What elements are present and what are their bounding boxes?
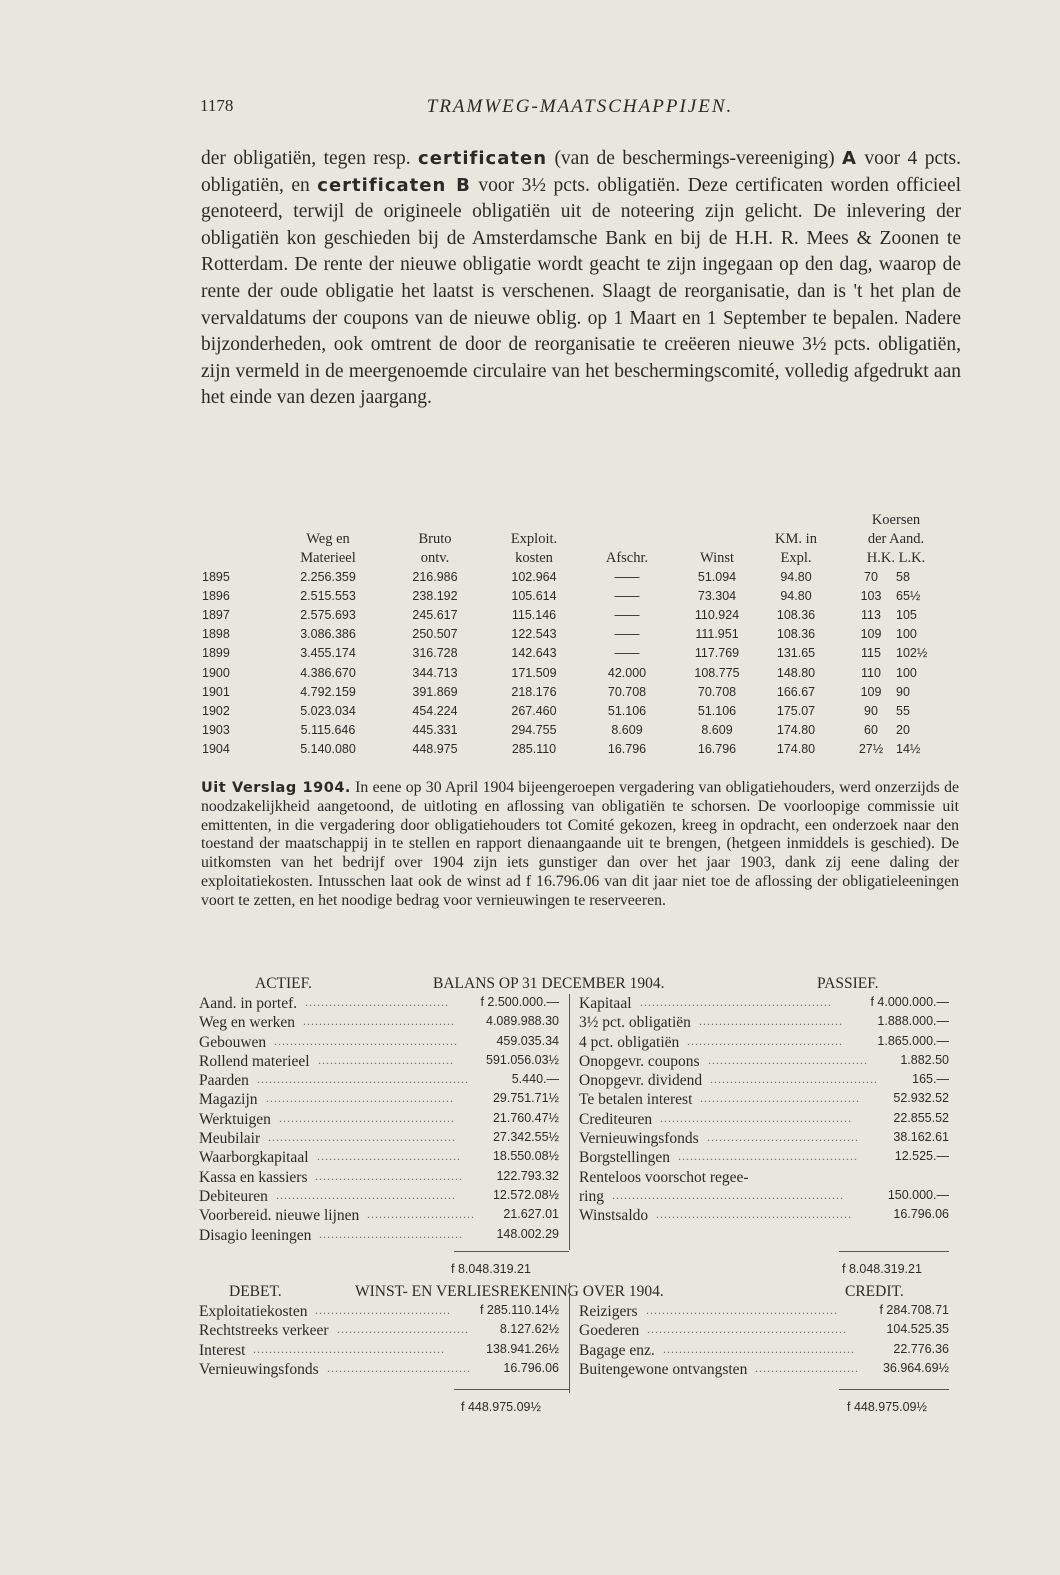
actief-heading: ACTIEF. — [255, 975, 312, 992]
table-row — [200, 704, 960, 723]
ledger-line — [199, 995, 559, 1014]
leader-dots: .................................. — [318, 1052, 454, 1067]
winst-cell: 16.796 — [697, 742, 737, 757]
ledger-label: Waarborgkapitaal — [199, 1149, 309, 1167]
ledger-line — [579, 1207, 949, 1226]
leader-dots: ................................................ — [660, 1110, 852, 1125]
page-number: 1178 — [200, 96, 234, 115]
ledger-line — [199, 1227, 559, 1246]
ledger-line — [199, 1188, 559, 1207]
afschr-cell: 70.708 — [607, 684, 647, 699]
column-header: KM. in — [775, 531, 817, 548]
ledger-label: Weg en werken — [199, 1014, 296, 1032]
ledger-line — [579, 1169, 949, 1188]
ledger-label: Werktuigen — [199, 1110, 271, 1128]
table-row — [200, 627, 960, 646]
leader-dots: .......................................... — [710, 1072, 878, 1087]
koers-hk-cell: 103 — [860, 588, 882, 603]
pl-title: WINST- EN VERLIESREKENING OVER 1904. — [355, 1283, 664, 1300]
leader-dots: .................................................. — [647, 1322, 847, 1337]
column-header: Winst — [699, 550, 735, 567]
ledger-line — [579, 1053, 949, 1072]
leader-dots: ................................................ — [646, 1303, 838, 1317]
emphasis-text: certificaten B — [317, 174, 471, 196]
ledger-label: 4 pct. obligatiën — [579, 1033, 680, 1051]
km-expl-cell: 174.80 — [776, 723, 816, 738]
ledger-line — [579, 1149, 949, 1168]
balance-sheet — [199, 975, 961, 1275]
ledger-line — [199, 1207, 559, 1226]
exploit-kosten-cell: 142.643 — [511, 646, 557, 661]
leader-dots: ...................................... — [707, 1130, 859, 1145]
ledger-line — [199, 1361, 559, 1380]
km-expl-cell: 94.80 — [780, 588, 812, 603]
ledger-amount: 16.796.06 — [893, 1207, 949, 1222]
year-cell: 1904 — [202, 742, 230, 757]
leader-dots: ............................................... — [266, 1091, 454, 1106]
ledger-line — [199, 1111, 559, 1130]
year-cell: 1903 — [202, 723, 230, 738]
passief-column — [579, 995, 949, 1227]
year-cell: 1900 — [202, 665, 230, 680]
report-heading: Uit Verslag 1904. — [201, 780, 351, 796]
year-cell: 1899 — [202, 646, 230, 661]
koers-lk-cell: 105 — [896, 607, 917, 622]
table-header-row — [200, 512, 960, 531]
weg-materieel-cell: 2.515.553 — [300, 588, 356, 603]
debet-column — [199, 1303, 559, 1380]
winst-cell: 51.094 — [697, 569, 737, 584]
column-header: der Aand. — [867, 531, 925, 548]
ledger-line — [199, 1053, 559, 1072]
ledger-label: Winstsaldo — [579, 1207, 649, 1225]
credit-total: f 448.975.09½ — [847, 1400, 927, 1414]
running-title: TRAMWEG-MAATSCHAPPIJEN. — [426, 96, 734, 117]
ledger-line — [199, 1342, 559, 1361]
ledger-label: ring — [579, 1187, 604, 1205]
ledger-line — [199, 1149, 559, 1168]
year-cell: 1896 — [202, 588, 230, 603]
column-divider — [569, 994, 570, 1250]
koers-lk-cell: 100 — [896, 627, 917, 642]
weg-materieel-cell: 2.256.359 — [300, 569, 356, 584]
column-header: H.K. L.K. — [866, 550, 926, 567]
ledger-label: Rollend materieel — [199, 1052, 310, 1070]
ledger-label: Gebouwen — [199, 1033, 267, 1051]
ledger-amount: 21.760.47½ — [492, 1110, 559, 1125]
ledger-amount: f 284.708.71 — [879, 1303, 949, 1317]
leader-dots: .................................... — [319, 1226, 463, 1241]
ledger-label: 3½ pct. obligatiën — [579, 1014, 691, 1032]
exploit-kosten-cell: 122.543 — [511, 627, 557, 642]
bruto-ontv-cell: 316.728 — [412, 646, 458, 661]
afschr-cell: —— — [614, 607, 640, 622]
winst-cell: 73.304 — [697, 588, 737, 603]
column-header: ontv. — [420, 550, 450, 567]
ledger-amount: 21.627.01 — [503, 1207, 559, 1222]
afschr-cell: 8.609 — [611, 723, 643, 738]
ledger-amount: 29.751.71½ — [492, 1091, 559, 1106]
bruto-ontv-cell: 448.975 — [412, 742, 458, 757]
km-expl-cell: 108.36 — [776, 607, 816, 622]
leader-dots: ...................................... — [303, 1014, 455, 1029]
ledger-label: Borgstellingen — [579, 1149, 670, 1167]
km-expl-cell: 131.65 — [776, 646, 816, 661]
km-expl-cell: 148.80 — [776, 665, 816, 680]
bruto-ontv-cell: 445.331 — [412, 723, 458, 738]
balance-title: BALANS OP 31 DECEMBER 1904. — [433, 975, 665, 992]
leader-dots: ........................................ — [700, 1091, 860, 1106]
ledger-amount: 16.796.06 — [503, 1360, 559, 1375]
ledger-label: Debiteuren — [199, 1187, 268, 1205]
year-cell: 1895 — [202, 569, 230, 584]
ledger-amount: 138.941.26½ — [486, 1341, 559, 1356]
winst-cell: 8.609 — [701, 723, 733, 738]
ledger-label: Paarden — [199, 1072, 249, 1090]
exploit-kosten-cell: 285.110 — [511, 742, 557, 757]
column-header: Koersen — [871, 512, 921, 528]
afschr-cell: —— — [614, 569, 640, 584]
ledger-line — [199, 1322, 559, 1341]
ledger-amount: 4.089.988.30 — [486, 1014, 559, 1029]
afschr-cell: —— — [614, 646, 640, 661]
ledger-amount: 5.440.— — [511, 1072, 559, 1087]
ledger-amount: 8.127.62½ — [499, 1322, 559, 1337]
ledger-line — [579, 1072, 949, 1091]
ledger-line — [199, 1303, 559, 1322]
leader-dots: ................................. — [337, 1322, 469, 1337]
passief-heading: PASSIEF. — [817, 975, 879, 992]
ledger-amount: f 2.500.000.— — [480, 995, 559, 1009]
ledger-amount: 27.342.55½ — [492, 1130, 559, 1145]
column-header: Weg en — [306, 531, 350, 548]
ledger-amount: 22.855.52 — [893, 1110, 949, 1125]
year-cell: 1902 — [202, 703, 230, 718]
ledger-label: Vernieuwingsfonds — [579, 1130, 699, 1148]
leader-dots: ..................................................... — [257, 1072, 469, 1087]
afschr-cell: —— — [614, 627, 640, 642]
ledger-label: Kapitaal — [579, 995, 632, 1012]
table-header-row — [200, 531, 960, 550]
column-divider — [569, 1283, 570, 1393]
exploit-kosten-cell: 294.755 — [511, 723, 557, 738]
table-row — [200, 723, 960, 742]
bruto-ontv-cell: 391.869 — [412, 684, 458, 699]
leader-dots: ................................................. — [656, 1207, 852, 1222]
ledger-line — [579, 1322, 949, 1341]
weg-materieel-cell: 4.386.670 — [300, 665, 356, 680]
ledger-line — [579, 1342, 949, 1361]
exploit-kosten-cell: 171.509 — [511, 665, 557, 680]
winst-cell: 110.924 — [694, 607, 740, 622]
koers-hk-cell: 109 — [860, 684, 882, 699]
emphasis-text: A — [842, 148, 857, 169]
text-segment: (van de beschermings-vereeniging) — [554, 148, 835, 169]
leader-dots: .............................................. — [274, 1033, 458, 1048]
year-cell: 1901 — [202, 684, 230, 699]
report-text: In eene op 30 April 1904 bijeengeroepen vergadering van obligatiehouders, werd onzerzijds de noodzakelijkheid aangetoond, de uitloting en aflossing van obligatiën te schorsen. De voorloopige commissie uit emittenten, in die vergadering door obligatiehouders tot Comité gekozen, kreeg in opdracht, een onderzoek naar den toestand der maatschappij in te stellen en rapport dienaangaande uit te brengen, (hetgeen inmiddels is geschied). De uitkomsten van het bedrijf over 1904 zijn iets gunstiger dan over het jaar 1903, dank zij eene daling der exploitatiekosten. Intusschen laat ook de winst ad f 16.796.06 van dit jaar niet toe de aflossing der obligatieleeningen voort te zetten, en het noodige bedrag voor vernieuwingen te reserveeren. — [201, 779, 959, 909]
emphasis-text: certificaten — [418, 148, 548, 169]
bruto-ontv-cell: 238.192 — [412, 588, 458, 603]
winst-cell: 51.106 — [697, 703, 737, 718]
leader-dots: ................................................ — [253, 1341, 445, 1356]
leader-dots: .......................... — [755, 1360, 859, 1375]
ledger-line — [199, 1169, 559, 1188]
ledger-amount: f 285.110.14½ — [479, 1303, 559, 1317]
koers-lk-cell: 90 — [896, 684, 910, 699]
credit-heading: CREDIT. — [845, 1283, 904, 1300]
ledger-amount: 122.793.32 — [496, 1168, 559, 1183]
ledger-label: Interest — [199, 1341, 246, 1359]
table-row — [200, 666, 960, 685]
ledger-amount: 18.550.08½ — [492, 1149, 559, 1164]
body-paragraph — [201, 146, 961, 412]
km-expl-cell: 108.36 — [776, 627, 816, 642]
ledger-line — [579, 1034, 949, 1053]
ledger-label: Reizigers — [579, 1303, 638, 1320]
km-expl-cell: 174.80 — [776, 742, 816, 757]
afschr-cell: —— — [614, 588, 640, 603]
bruto-ontv-cell: 245.617 — [412, 607, 458, 622]
koers-lk-cell: 102½ — [896, 646, 928, 661]
total-rule — [454, 1389, 569, 1390]
exploit-kosten-cell: 102.964 — [511, 569, 557, 584]
column-header: Afschr. — [605, 550, 649, 567]
table-row — [200, 608, 960, 627]
koers-hk-cell: 60 — [864, 723, 878, 738]
exploit-kosten-cell: 115.146 — [511, 607, 557, 622]
koers-lk-cell: 20 — [896, 723, 910, 738]
koers-lk-cell: 100 — [896, 665, 917, 680]
leader-dots: ........................................ — [708, 1052, 868, 1067]
text-segment: voor 3½ pcts. obligatiën. Deze certificaten worden officieel genoteerd, terwijl de origineele obligatiën uit de noteering zijn gelicht. De inlevering der obligatiën kon geschieden bij de Amsterdamsche Bank en bij de H.H. R. Mees & Zoonen te Rotterdam. De rente der nieuwe obligatie wordt geacht te zijn ingegaan op den dag, waarop de rente der oude obligatie het laatst is verschenen. Slaagt de reorganisatie, dan is 't het plan de vervaldatums der coupons van de nieuwe oblig. op 1 Maart en 1 September te bepalen. Nadere bijzonderheden, ook omtrent de door de reorganisatie te creëeren nieuwe 3½ pcts. obligatiën, zijn vermeld in de meergenoemde circulaire van het beschermingscomité, volledig afgedrukt aan het einde van dezen jaargang. — [201, 174, 962, 409]
credit-column — [579, 1303, 949, 1380]
koers-hk-cell: 90 — [864, 703, 878, 718]
km-expl-cell: 175.07 — [776, 703, 816, 718]
column-header: kosten — [515, 550, 553, 567]
koers-hk-cell: 70 — [864, 569, 878, 584]
ledger-line — [199, 1072, 559, 1091]
ledger-label: Onopgevr. dividend — [579, 1072, 703, 1090]
total-rule — [454, 1251, 569, 1252]
ledger-amount: 148.002.29 — [496, 1226, 559, 1241]
column-header: Expl. — [780, 550, 812, 567]
table-row — [200, 570, 960, 589]
debet-total: f 448.975.09½ — [461, 1400, 541, 1414]
table-row — [200, 685, 960, 704]
koers-lk-cell: 14½ — [896, 742, 921, 757]
table-body — [200, 570, 960, 762]
profit-loss-account — [199, 1283, 961, 1433]
leader-dots: ................................................ — [663, 1341, 855, 1356]
ledger-line — [579, 1361, 949, 1380]
winst-cell: 111.951 — [695, 627, 739, 642]
text-segment: voor 4 pcts. obligatiën, en — [201, 148, 961, 196]
ledger-label: Goederen — [579, 1322, 640, 1340]
ledger-amount: 1.882.50 — [900, 1052, 949, 1067]
ledger-line — [199, 1091, 559, 1110]
bruto-ontv-cell: 454.224 — [412, 703, 458, 718]
ledger-line — [579, 1303, 949, 1322]
exploit-kosten-cell: 105.614 — [511, 588, 557, 603]
weg-materieel-cell: 4.792.159 — [300, 684, 356, 699]
weg-materieel-cell: 3.086.386 — [300, 627, 356, 642]
table-row — [200, 589, 960, 608]
km-expl-cell: 166.67 — [776, 684, 816, 699]
leader-dots: ....................................... — [687, 1033, 843, 1048]
koers-hk-cell: 110 — [861, 665, 881, 680]
actief-total: f 8.048.319.21 — [451, 1262, 531, 1276]
total-rule — [839, 1251, 949, 1252]
ledger-label: Disagio leeningen — [199, 1226, 312, 1244]
ledger-label: Exploitatiekosten — [199, 1303, 308, 1320]
column-header: Exploit. — [510, 531, 558, 548]
weg-materieel-cell: 5.140.080 — [300, 742, 356, 757]
koers-hk-cell: 115 — [861, 646, 881, 661]
ledger-line — [579, 1014, 949, 1033]
ledger-amount: 52.932.52 — [893, 1091, 949, 1106]
weg-materieel-cell: 5.023.034 — [300, 703, 356, 718]
leader-dots: ................................................ — [640, 995, 832, 1009]
ledger-label: Crediteuren — [579, 1110, 653, 1128]
exploit-kosten-cell: 218.176 — [511, 684, 557, 699]
ledger-amount: f 4.000.000.— — [870, 995, 949, 1009]
ledger-amount: 1.888.000.— — [877, 1014, 949, 1029]
column-header: Bruto — [418, 531, 452, 548]
leader-dots: .................................... — [699, 1014, 843, 1029]
ledger-label: Kassa en kassiers — [199, 1168, 308, 1186]
ledger-amount: 12.525.— — [894, 1149, 949, 1164]
ledger-amount: 12.572.08½ — [492, 1187, 559, 1202]
weg-materieel-cell: 2.575.693 — [300, 607, 356, 622]
ledger-label: Onopgevr. coupons — [579, 1052, 700, 1070]
text-segment: der obligatiën, tegen resp. — [201, 148, 411, 169]
report-paragraph — [201, 779, 959, 911]
ledger-amount: 1.865.000.— — [877, 1033, 949, 1048]
ledger-amount: 591.056.03½ — [486, 1052, 559, 1067]
afschr-cell: 51.106 — [607, 703, 647, 718]
koers-hk-cell: 27½ — [858, 742, 884, 757]
ledger-label: Bagage enz. — [579, 1341, 655, 1359]
ledger-line — [579, 1111, 949, 1130]
ledger-line — [199, 1130, 559, 1149]
ledger-label: Aand. in portef. — [199, 995, 298, 1012]
ledger-amount: 36.964.69½ — [882, 1360, 949, 1375]
bruto-ontv-cell: 344.713 — [412, 665, 458, 680]
ledger-line — [579, 995, 949, 1014]
balance-title-row — [199, 975, 961, 995]
page-header — [200, 96, 960, 126]
leader-dots: ............................................ — [279, 1110, 455, 1125]
leader-dots: ........................... — [367, 1207, 475, 1222]
ledger-label: Vernieuwingsfonds — [199, 1360, 319, 1378]
bruto-ontv-cell: 216.986 — [412, 569, 458, 584]
ledger-label: Meubilair — [199, 1130, 261, 1148]
table-header-row — [200, 550, 960, 569]
exploit-kosten-cell: 267.460 — [511, 703, 557, 718]
bruto-ontv-cell: 250.507 — [412, 627, 458, 642]
ledger-label: Rechtstreeks verkeer — [199, 1322, 329, 1340]
ledger-label: Voorbereid. nieuwe lijnen — [199, 1207, 360, 1225]
koers-hk-cell: 113 — [861, 607, 881, 622]
leader-dots: ..................................... — [315, 1168, 463, 1183]
statistics-table — [200, 512, 960, 761]
afschr-cell: 42.000 — [607, 665, 647, 680]
leader-dots: .................................... — [327, 1360, 471, 1375]
ledger-amount: 22.776.36 — [893, 1341, 949, 1356]
leader-dots: .................................... — [317, 1149, 461, 1164]
ledger-label: Te betalen interest — [579, 1091, 693, 1109]
km-expl-cell: 94.80 — [780, 569, 812, 584]
ledger-line — [199, 1014, 559, 1033]
ledger-line — [579, 1188, 949, 1207]
weg-materieel-cell: 3.455.174 — [300, 646, 356, 661]
ledger-label: Buitengewone ontvangsten — [579, 1360, 748, 1378]
leader-dots: ............................................... — [268, 1130, 456, 1145]
table-row — [200, 646, 960, 665]
pl-title-row — [199, 1283, 961, 1303]
ledger-line — [199, 1034, 559, 1053]
winst-cell: 117.769 — [694, 646, 740, 661]
column-header: Materieel — [300, 550, 356, 567]
winst-cell: 70.708 — [697, 684, 737, 699]
table-row — [200, 742, 960, 761]
actief-column — [199, 995, 559, 1246]
ledger-label: Renteloos voorschot regee- — [579, 1168, 749, 1186]
ledger-amount: 150.000.— — [887, 1187, 949, 1202]
ledger-line — [579, 1091, 949, 1110]
leader-dots: .................................... — [305, 995, 449, 1009]
debet-heading: DEBET. — [229, 1283, 282, 1300]
koers-lk-cell: 58 — [896, 569, 910, 584]
weg-materieel-cell: 5.115.646 — [300, 723, 356, 738]
leader-dots: ............................................. — [276, 1187, 456, 1202]
ledger-line — [579, 1130, 949, 1149]
ledger-amount: 38.162.61 — [893, 1130, 949, 1145]
koers-lk-cell: 55 — [896, 703, 910, 718]
passief-total: f 8.048.319.21 — [842, 1262, 922, 1276]
year-cell: 1898 — [202, 627, 230, 642]
total-rule — [839, 1389, 949, 1390]
leader-dots: ............................................. — [678, 1149, 858, 1164]
leader-dots: .................................. — [315, 1303, 451, 1317]
koers-lk-cell: 65½ — [896, 588, 921, 603]
ledger-amount: 104.525.35 — [886, 1322, 949, 1337]
koers-hk-cell: 109 — [860, 627, 882, 642]
winst-cell: 108.775 — [694, 665, 740, 680]
leader-dots: .......................................................... — [612, 1187, 844, 1202]
ledger-amount: 459.035.34 — [496, 1033, 559, 1048]
afschr-cell: 16.796 — [607, 742, 647, 757]
year-cell: 1897 — [202, 607, 230, 622]
ledger-label: Magazijn — [199, 1091, 258, 1109]
ledger-amount: 165.— — [912, 1072, 949, 1087]
